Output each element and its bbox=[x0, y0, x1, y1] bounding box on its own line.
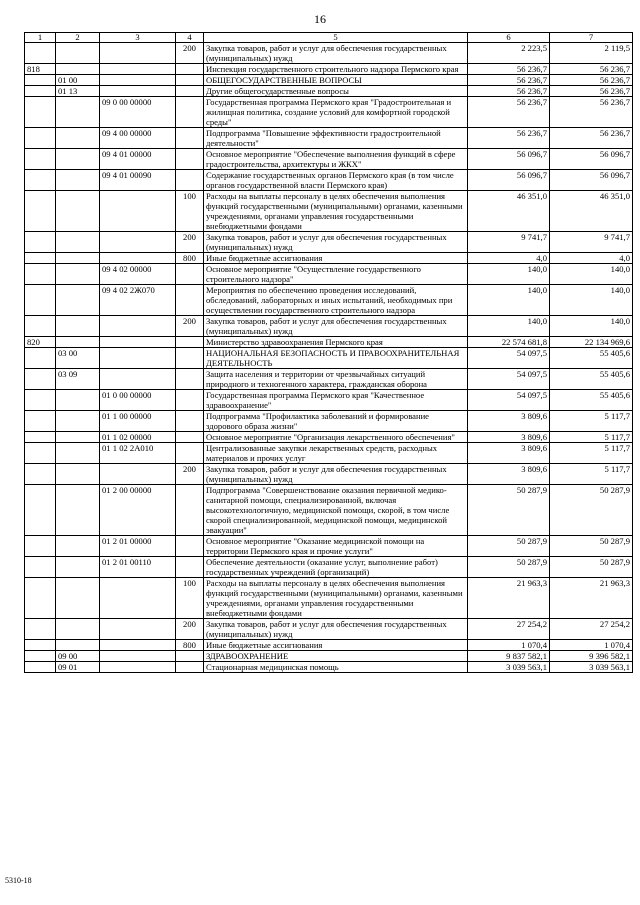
target-article-cell bbox=[100, 316, 176, 337]
section-code-cell bbox=[56, 253, 100, 264]
table-row bbox=[25, 86, 633, 97]
table-row bbox=[25, 316, 633, 337]
target-article-cell bbox=[100, 232, 176, 253]
expense-type-cell bbox=[176, 285, 204, 316]
section-code-cell bbox=[56, 264, 100, 285]
table-body bbox=[25, 43, 633, 673]
description-cell: ЗДРАВООХРАНЕНИЕ bbox=[204, 651, 468, 662]
target-article-cell bbox=[100, 253, 176, 264]
section-code-cell bbox=[56, 191, 100, 232]
section-code-cell bbox=[56, 43, 100, 64]
description-cell: Основное мероприятие "Обеспечение выполнения функций в сфере градостроительства, архитектуры и ЖКХ" bbox=[204, 149, 468, 170]
amount-year2-cell: 50 287,9 bbox=[550, 485, 633, 536]
table-row bbox=[25, 390, 633, 411]
target-article-cell: 01 1 02 2А010 bbox=[100, 443, 176, 464]
admin-code-cell bbox=[25, 43, 56, 64]
admin-code-cell bbox=[25, 232, 56, 253]
description-cell: Закупка товаров, работ и услуг для обеспечения государственных (муниципальных) нужд bbox=[204, 619, 468, 640]
table-row bbox=[25, 369, 633, 390]
table-row bbox=[25, 128, 633, 149]
amount-year2-cell: 140,0 bbox=[550, 285, 633, 316]
section-code-cell bbox=[56, 316, 100, 337]
description-cell: Централизованные закупки лекарственных средств, расходных материалов и прочих услуг bbox=[204, 443, 468, 464]
amount-year2-cell: 56 096,7 bbox=[550, 170, 633, 191]
section-code-cell bbox=[56, 337, 100, 348]
target-article-cell: 09 0 00 00000 bbox=[100, 97, 176, 128]
admin-code-cell: 820 bbox=[25, 337, 56, 348]
expense-type-cell bbox=[176, 86, 204, 97]
admin-code-cell bbox=[25, 75, 56, 86]
expense-type-cell bbox=[176, 348, 204, 369]
description-cell: Расходы на выплаты персоналу в целях обеспечения выполнения функций государственными (муниципальными) органами, казенными учреждениями, органами управления государственными внебюджетными фондами bbox=[204, 578, 468, 619]
section-code-cell bbox=[56, 619, 100, 640]
description-cell: Закупка товаров, работ и услуг для обеспечения государственных (муниципальных) нужд bbox=[204, 43, 468, 64]
table-row bbox=[25, 619, 633, 640]
description-cell: Мероприятия по обеспечению проведения исследований, обследований, лабораторных и иных испытаний, необходимых при осуществлении государственного строительного надзора bbox=[204, 285, 468, 316]
admin-code-cell bbox=[25, 149, 56, 170]
expense-type-cell bbox=[176, 75, 204, 86]
table-row bbox=[25, 170, 633, 191]
amount-year2-cell: 56 236,7 bbox=[550, 128, 633, 149]
admin-code-cell bbox=[25, 264, 56, 285]
table-header-row bbox=[25, 33, 633, 43]
section-code-cell bbox=[56, 536, 100, 557]
amount-year1-cell: 3 809,6 bbox=[468, 464, 550, 485]
description-cell: Инспекция государственного строительного надзора Пермского края bbox=[204, 64, 468, 75]
column-header: 2 bbox=[56, 33, 100, 43]
description-cell: Закупка товаров, работ и услуг для обеспечения государственных (муниципальных) нужд bbox=[204, 316, 468, 337]
description-cell: Закупка товаров, работ и услуг для обеспечения государственных (муниципальных) нужд bbox=[204, 464, 468, 485]
section-code-cell bbox=[56, 128, 100, 149]
target-article-cell bbox=[100, 191, 176, 232]
amount-year2-cell: 22 134 969,6 bbox=[550, 337, 633, 348]
table-row bbox=[25, 464, 633, 485]
section-code-cell bbox=[56, 557, 100, 578]
amount-year1-cell: 4,0 bbox=[468, 253, 550, 264]
column-header: 6 bbox=[468, 33, 550, 43]
description-cell: Подпрограмма "Совершенствование оказания первичной медико-санитарной помощи, специализированной, включая высокотехнологичную, медицинской помощи, скорой, в том числе скорой специализированной, медицинской помощи, медицинской эвакуации" bbox=[204, 485, 468, 536]
admin-code-cell bbox=[25, 557, 56, 578]
expense-type-cell: 200 bbox=[176, 232, 204, 253]
section-code-cell: 01 13 bbox=[56, 86, 100, 97]
admin-code-cell: 818 bbox=[25, 64, 56, 75]
amount-year2-cell: 55 405,6 bbox=[550, 369, 633, 390]
section-code-cell bbox=[56, 390, 100, 411]
target-article-cell bbox=[100, 619, 176, 640]
amount-year2-cell: 56 236,7 bbox=[550, 86, 633, 97]
target-article-cell: 01 2 00 00000 bbox=[100, 485, 176, 536]
amount-year1-cell: 50 287,9 bbox=[468, 485, 550, 536]
table-row bbox=[25, 191, 633, 232]
description-cell: Иные бюджетные ассигнования bbox=[204, 253, 468, 264]
amount-year1-cell: 140,0 bbox=[468, 264, 550, 285]
amount-year2-cell: 140,0 bbox=[550, 316, 633, 337]
section-code-cell: 09 01 bbox=[56, 662, 100, 673]
amount-year2-cell: 21 963,3 bbox=[550, 578, 633, 619]
expense-type-cell bbox=[176, 369, 204, 390]
amount-year1-cell: 56 236,7 bbox=[468, 86, 550, 97]
amount-year1-cell: 1 070,4 bbox=[468, 640, 550, 651]
amount-year2-cell: 56 236,7 bbox=[550, 64, 633, 75]
admin-code-cell bbox=[25, 432, 56, 443]
expense-type-cell: 200 bbox=[176, 43, 204, 64]
admin-code-cell bbox=[25, 170, 56, 191]
expense-type-cell bbox=[176, 264, 204, 285]
expense-type-cell: 200 bbox=[176, 619, 204, 640]
target-article-cell: 01 2 01 00000 bbox=[100, 536, 176, 557]
amount-year2-cell: 56 236,7 bbox=[550, 97, 633, 128]
description-cell: Обеспечение деятельности (оказание услуг, выполнение работ) государственных учреждений (организаций) bbox=[204, 557, 468, 578]
column-header: 4 bbox=[176, 33, 204, 43]
amount-year1-cell: 3 809,6 bbox=[468, 432, 550, 443]
table-row bbox=[25, 640, 633, 651]
section-code-cell bbox=[56, 443, 100, 464]
table-row bbox=[25, 337, 633, 348]
table-row bbox=[25, 232, 633, 253]
target-article-cell: 09 4 01 00090 bbox=[100, 170, 176, 191]
target-article-cell: 01 1 00 00000 bbox=[100, 411, 176, 432]
description-cell: Основное мероприятие "Организация лекарственного обеспечения" bbox=[204, 432, 468, 443]
expense-type-cell: 100 bbox=[176, 191, 204, 232]
amount-year2-cell: 50 287,9 bbox=[550, 557, 633, 578]
admin-code-cell bbox=[25, 348, 56, 369]
admin-code-cell bbox=[25, 316, 56, 337]
amount-year1-cell: 140,0 bbox=[468, 285, 550, 316]
expense-type-cell: 800 bbox=[176, 640, 204, 651]
section-code-cell bbox=[56, 578, 100, 619]
amount-year2-cell: 46 351,0 bbox=[550, 191, 633, 232]
target-article-cell: 09 4 00 00000 bbox=[100, 128, 176, 149]
table-row bbox=[25, 149, 633, 170]
amount-year1-cell: 3 809,6 bbox=[468, 443, 550, 464]
amount-year1-cell: 2 223,5 bbox=[468, 43, 550, 64]
admin-code-cell bbox=[25, 128, 56, 149]
admin-code-cell bbox=[25, 253, 56, 264]
table-row bbox=[25, 43, 633, 64]
expense-type-cell bbox=[176, 337, 204, 348]
expense-type-cell bbox=[176, 536, 204, 557]
description-cell: Основное мероприятие "Оказание медицинской помощи на территории Пермского края и прочие услуги" bbox=[204, 536, 468, 557]
table-row bbox=[25, 662, 633, 673]
table-row bbox=[25, 411, 633, 432]
description-cell: Государственная программа Пермского края "Качественное здравоохранение" bbox=[204, 390, 468, 411]
expense-type-cell bbox=[176, 97, 204, 128]
admin-code-cell bbox=[25, 619, 56, 640]
amount-year1-cell: 3 809,6 bbox=[468, 411, 550, 432]
table-row bbox=[25, 651, 633, 662]
amount-year1-cell: 56 096,7 bbox=[468, 149, 550, 170]
amount-year1-cell: 56 236,7 bbox=[468, 128, 550, 149]
amount-year1-cell: 54 097,5 bbox=[468, 369, 550, 390]
expense-type-cell bbox=[176, 390, 204, 411]
table-row bbox=[25, 97, 633, 128]
description-cell: Другие общегосударственные вопросы bbox=[204, 86, 468, 97]
expense-type-cell: 200 bbox=[176, 464, 204, 485]
description-cell: Подпрограмма "Профилактика заболеваний и формирование здорового образа жизни" bbox=[204, 411, 468, 432]
target-article-cell: 01 0 00 00000 bbox=[100, 390, 176, 411]
admin-code-cell bbox=[25, 86, 56, 97]
target-article-cell bbox=[100, 651, 176, 662]
amount-year2-cell: 5 117,7 bbox=[550, 411, 633, 432]
column-header: 3 bbox=[100, 33, 176, 43]
target-article-cell bbox=[100, 369, 176, 390]
target-article-cell bbox=[100, 75, 176, 86]
description-cell: Государственная программа Пермского края "Градостроительная и жилищная политика, создание условий для комфортной городской среды" bbox=[204, 97, 468, 128]
amount-year2-cell: 5 117,7 bbox=[550, 443, 633, 464]
table-row bbox=[25, 64, 633, 75]
description-cell: НАЦИОНАЛЬНАЯ БЕЗОПАСНОСТЬ И ПРАВООХРАНИТЕЛЬНАЯ ДЕЯТЕЛЬНОСТЬ bbox=[204, 348, 468, 369]
target-article-cell bbox=[100, 662, 176, 673]
table-row bbox=[25, 75, 633, 86]
admin-code-cell bbox=[25, 485, 56, 536]
amount-year1-cell: 9 741,7 bbox=[468, 232, 550, 253]
table-row bbox=[25, 485, 633, 536]
section-code-cell bbox=[56, 485, 100, 536]
admin-code-cell bbox=[25, 651, 56, 662]
target-article-cell bbox=[100, 86, 176, 97]
description-cell: Расходы на выплаты персоналу в целях обеспечения выполнения функций государственными (муниципальными) органами, казенными учреждениями, органами управления государственными внебюджетными фондами bbox=[204, 191, 468, 232]
amount-year1-cell: 22 574 681,8 bbox=[468, 337, 550, 348]
table-row bbox=[25, 348, 633, 369]
section-code-cell: 09 00 bbox=[56, 651, 100, 662]
amount-year1-cell: 50 287,9 bbox=[468, 557, 550, 578]
table-row bbox=[25, 536, 633, 557]
target-article-cell bbox=[100, 578, 176, 619]
admin-code-cell bbox=[25, 578, 56, 619]
amount-year2-cell: 56 096,7 bbox=[550, 149, 633, 170]
table-row bbox=[25, 264, 633, 285]
amount-year2-cell: 1 070,4 bbox=[550, 640, 633, 651]
amount-year2-cell: 140,0 bbox=[550, 264, 633, 285]
page-number: 16 bbox=[314, 12, 326, 26]
admin-code-cell bbox=[25, 285, 56, 316]
target-article-cell bbox=[100, 43, 176, 64]
description-cell: ОБЩЕГОСУДАРСТВЕННЫЕ ВОПРОСЫ bbox=[204, 75, 468, 86]
section-code-cell bbox=[56, 170, 100, 191]
amount-year1-cell: 21 963,3 bbox=[468, 578, 550, 619]
target-article-cell: 09 4 02 2Ж070 bbox=[100, 285, 176, 316]
admin-code-cell bbox=[25, 97, 56, 128]
amount-year2-cell: 5 117,7 bbox=[550, 464, 633, 485]
description-cell: Основное мероприятие "Осуществление государственного строительного надзора" bbox=[204, 264, 468, 285]
amount-year1-cell: 54 097,5 bbox=[468, 348, 550, 369]
amount-year1-cell: 56 096,7 bbox=[468, 170, 550, 191]
expense-type-cell bbox=[176, 432, 204, 443]
expense-type-cell: 800 bbox=[176, 253, 204, 264]
amount-year1-cell: 56 236,7 bbox=[468, 75, 550, 86]
admin-code-cell bbox=[25, 369, 56, 390]
amount-year1-cell: 9 837 582,1 bbox=[468, 651, 550, 662]
target-article-cell bbox=[100, 337, 176, 348]
expense-type-cell bbox=[176, 64, 204, 75]
section-code-cell: 03 00 bbox=[56, 348, 100, 369]
amount-year2-cell: 4,0 bbox=[550, 253, 633, 264]
amount-year1-cell: 50 287,9 bbox=[468, 536, 550, 557]
amount-year1-cell: 3 039 563,1 bbox=[468, 662, 550, 673]
amount-year1-cell: 56 236,7 bbox=[468, 64, 550, 75]
section-code-cell bbox=[56, 285, 100, 316]
description-cell: Содержание государственных органов Пермского края (в том числе органов государственной власти Пермского края) bbox=[204, 170, 468, 191]
amount-year2-cell: 9 396 582,1 bbox=[550, 651, 633, 662]
table-row bbox=[25, 432, 633, 443]
section-code-cell: 03 09 bbox=[56, 369, 100, 390]
amount-year2-cell: 27 254,2 bbox=[550, 619, 633, 640]
target-article-cell bbox=[100, 348, 176, 369]
section-code-cell bbox=[56, 149, 100, 170]
section-code-cell bbox=[56, 232, 100, 253]
admin-code-cell bbox=[25, 536, 56, 557]
target-article-cell bbox=[100, 640, 176, 651]
target-article-cell: 01 2 01 00110 bbox=[100, 557, 176, 578]
column-header: 1 bbox=[25, 33, 56, 43]
column-header: 5 bbox=[204, 33, 468, 43]
admin-code-cell bbox=[25, 640, 56, 651]
admin-code-cell bbox=[25, 390, 56, 411]
description-cell: Подпрограмма "Повышение эффективности градостроительной деятельности" bbox=[204, 128, 468, 149]
target-article-cell bbox=[100, 64, 176, 75]
expense-type-cell bbox=[176, 170, 204, 191]
target-article-cell bbox=[100, 464, 176, 485]
table-row bbox=[25, 443, 633, 464]
target-article-cell: 09 4 02 00000 bbox=[100, 264, 176, 285]
amount-year2-cell: 5 117,7 bbox=[550, 432, 633, 443]
section-code-cell: 01 00 bbox=[56, 75, 100, 86]
expense-type-cell: 100 bbox=[176, 578, 204, 619]
description-cell: Министерство здравоохранения Пермского края bbox=[204, 337, 468, 348]
section-code-cell bbox=[56, 411, 100, 432]
description-cell: Защита населения и территории от чрезвычайных ситуаций природного и техногенного характера, гражданская оборона bbox=[204, 369, 468, 390]
section-code-cell bbox=[56, 640, 100, 651]
admin-code-cell bbox=[25, 411, 56, 432]
expense-type-cell bbox=[176, 443, 204, 464]
table-row bbox=[25, 557, 633, 578]
amount-year1-cell: 46 351,0 bbox=[468, 191, 550, 232]
amount-year2-cell: 56 236,7 bbox=[550, 75, 633, 86]
expense-type-cell bbox=[176, 485, 204, 536]
table-row bbox=[25, 285, 633, 316]
admin-code-cell bbox=[25, 662, 56, 673]
target-article-cell: 09 4 01 00000 bbox=[100, 149, 176, 170]
expense-type-cell bbox=[176, 149, 204, 170]
amount-year2-cell: 3 039 563,1 bbox=[550, 662, 633, 673]
budget-table bbox=[24, 32, 633, 673]
document-code: 5310-18 bbox=[5, 876, 32, 885]
amount-year2-cell: 55 405,6 bbox=[550, 390, 633, 411]
amount-year2-cell: 55 405,6 bbox=[550, 348, 633, 369]
amount-year2-cell: 9 741,7 bbox=[550, 232, 633, 253]
column-header: 7 bbox=[550, 33, 633, 43]
section-code-cell bbox=[56, 64, 100, 75]
description-cell: Закупка товаров, работ и услуг для обеспечения государственных (муниципальных) нужд bbox=[204, 232, 468, 253]
admin-code-cell bbox=[25, 464, 56, 485]
admin-code-cell bbox=[25, 443, 56, 464]
section-code-cell bbox=[56, 97, 100, 128]
table-row bbox=[25, 578, 633, 619]
description-cell: Иные бюджетные ассигнования bbox=[204, 640, 468, 651]
amount-year2-cell: 50 287,9 bbox=[550, 536, 633, 557]
expense-type-cell: 200 bbox=[176, 316, 204, 337]
amount-year1-cell: 54 097,5 bbox=[468, 390, 550, 411]
amount-year1-cell: 56 236,7 bbox=[468, 97, 550, 128]
admin-code-cell bbox=[25, 191, 56, 232]
target-article-cell: 01 1 02 00000 bbox=[100, 432, 176, 443]
expense-type-cell bbox=[176, 557, 204, 578]
amount-year1-cell: 27 254,2 bbox=[468, 619, 550, 640]
amount-year1-cell: 140,0 bbox=[468, 316, 550, 337]
expense-type-cell bbox=[176, 662, 204, 673]
description-cell: Стационарная медицинская помощь bbox=[204, 662, 468, 673]
expense-type-cell bbox=[176, 411, 204, 432]
amount-year2-cell: 2 119,5 bbox=[550, 43, 633, 64]
table-row bbox=[25, 253, 633, 264]
expense-type-cell bbox=[176, 128, 204, 149]
section-code-cell bbox=[56, 432, 100, 443]
section-code-cell bbox=[56, 464, 100, 485]
expense-type-cell bbox=[176, 651, 204, 662]
